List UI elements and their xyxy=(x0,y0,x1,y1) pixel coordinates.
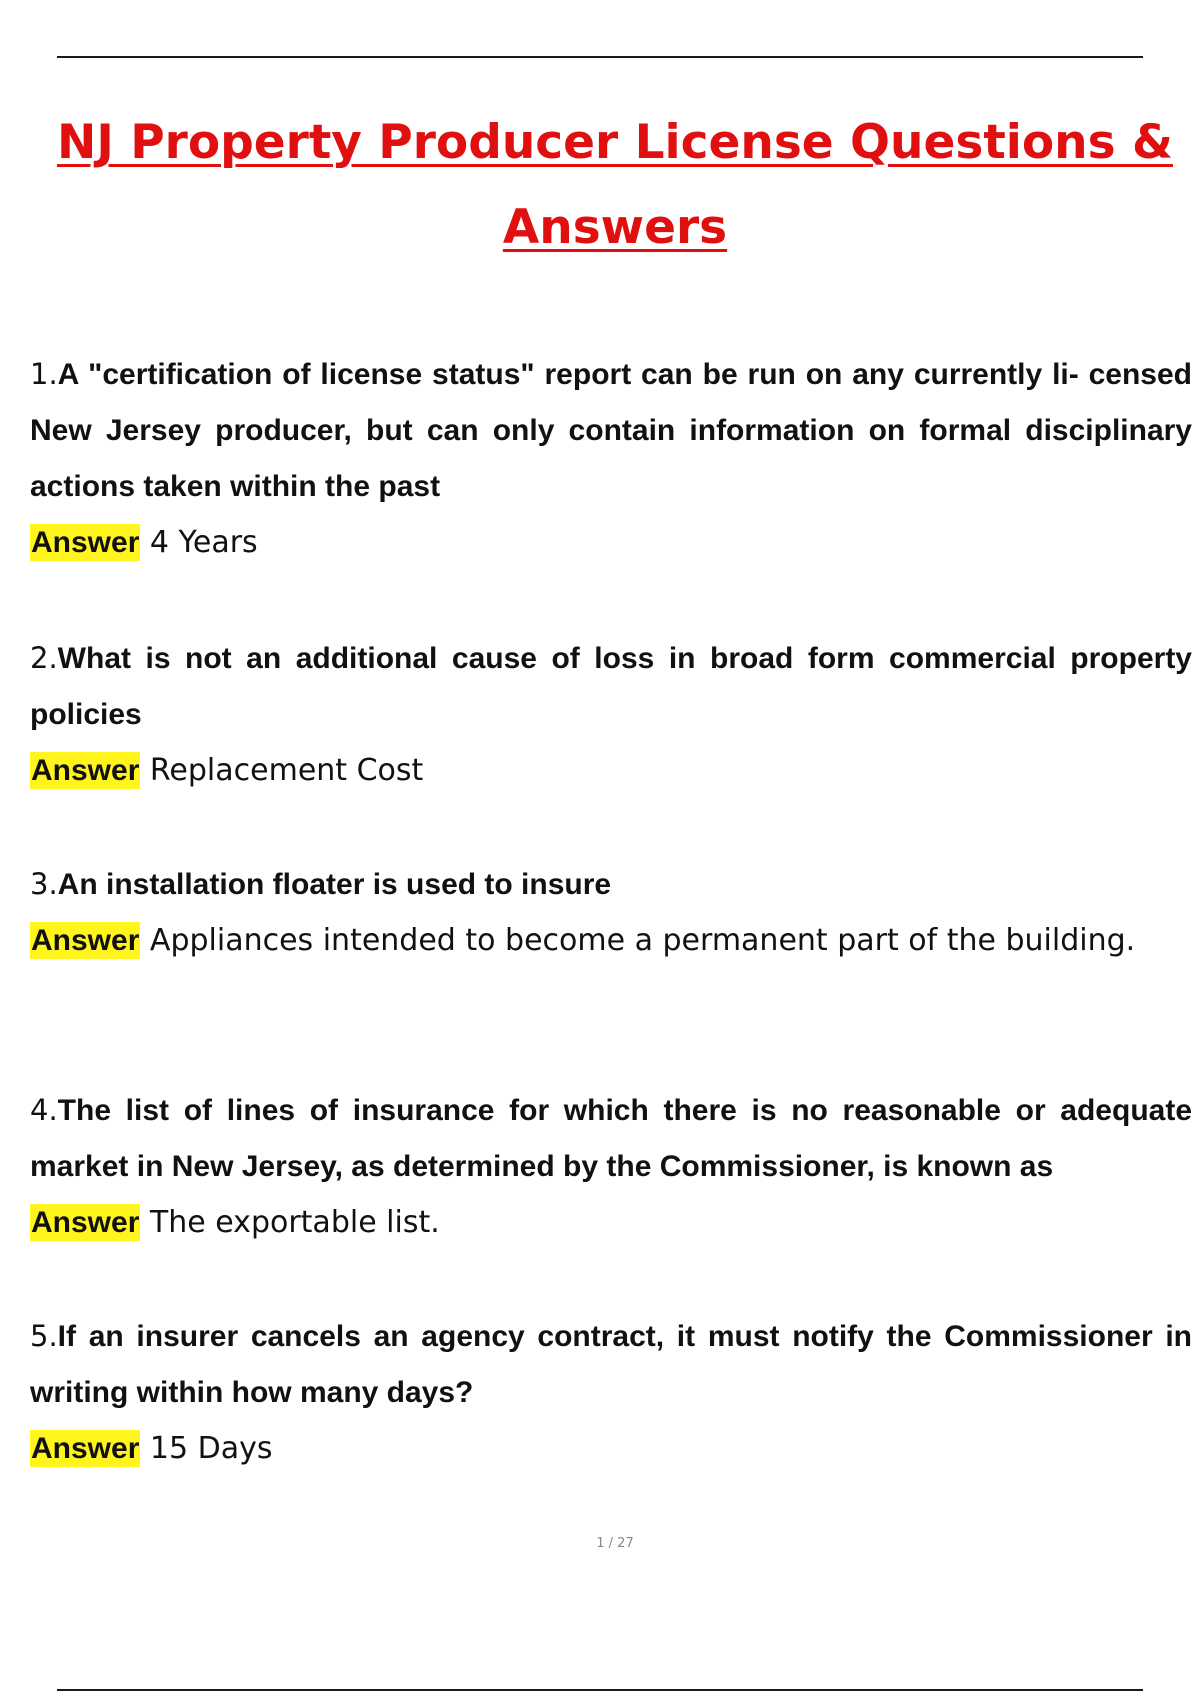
top-divider xyxy=(57,56,1143,58)
qa-item-2 xyxy=(30,630,1192,799)
question-number: 1. xyxy=(30,357,58,391)
answer xyxy=(30,1195,1192,1251)
answer-text: Appliances intended to become a permanent part of the building. xyxy=(149,923,1136,958)
answer-text: The exportable list. xyxy=(149,1205,440,1240)
question-number: 2. xyxy=(30,641,58,675)
bottom-divider xyxy=(57,1689,1143,1691)
question xyxy=(30,630,1192,743)
question-number: 3. xyxy=(30,867,58,901)
question-text: A "certification of license status" report can be run on any currently li- censed New Jersey producer, but can only contain information on formal disciplinary actions taken within the past xyxy=(30,358,1192,503)
answer xyxy=(30,1421,1192,1477)
document-title: NJ Property Producer License Questions & Answers xyxy=(57,115,1173,255)
question-number: 4. xyxy=(30,1093,58,1127)
answer-text: 15 Days xyxy=(149,1431,273,1466)
qa-item-4 xyxy=(30,1082,1192,1251)
question xyxy=(30,1082,1192,1195)
question xyxy=(30,856,1192,913)
qa-item-1 xyxy=(30,346,1192,571)
answer-label: Answer xyxy=(31,1206,140,1239)
answer-label: Answer xyxy=(31,1432,140,1465)
question xyxy=(30,1308,1192,1421)
qa-item-3 xyxy=(30,856,1192,969)
answer xyxy=(30,743,1192,799)
question-text: What is not an additional cause of loss in broad form commercial property policies xyxy=(30,642,1192,731)
page-indicator: 1 / 27 xyxy=(596,1536,634,1551)
question-number: 5. xyxy=(30,1319,58,1353)
question xyxy=(30,346,1192,515)
answer-text: 4 Years xyxy=(149,525,258,560)
answer-text: Replacement Cost xyxy=(149,753,424,788)
question-text: If an insurer cancels an agency contract, it must notify the Commissioner in writing within how many days? xyxy=(30,1320,1192,1409)
question-text: An installation floater is used to insure xyxy=(57,868,612,901)
answer-label: Answer xyxy=(31,754,140,787)
question-text: The list of lines of insurance for which there is no reasonable or adequate market in New Jersey, as determined by the Commissioner, is known as xyxy=(30,1094,1192,1183)
answer xyxy=(30,913,1192,969)
qa-item-5 xyxy=(30,1308,1192,1477)
answer-label: Answer xyxy=(31,526,140,559)
answer xyxy=(30,515,1192,571)
answer-label: Answer xyxy=(31,924,140,957)
